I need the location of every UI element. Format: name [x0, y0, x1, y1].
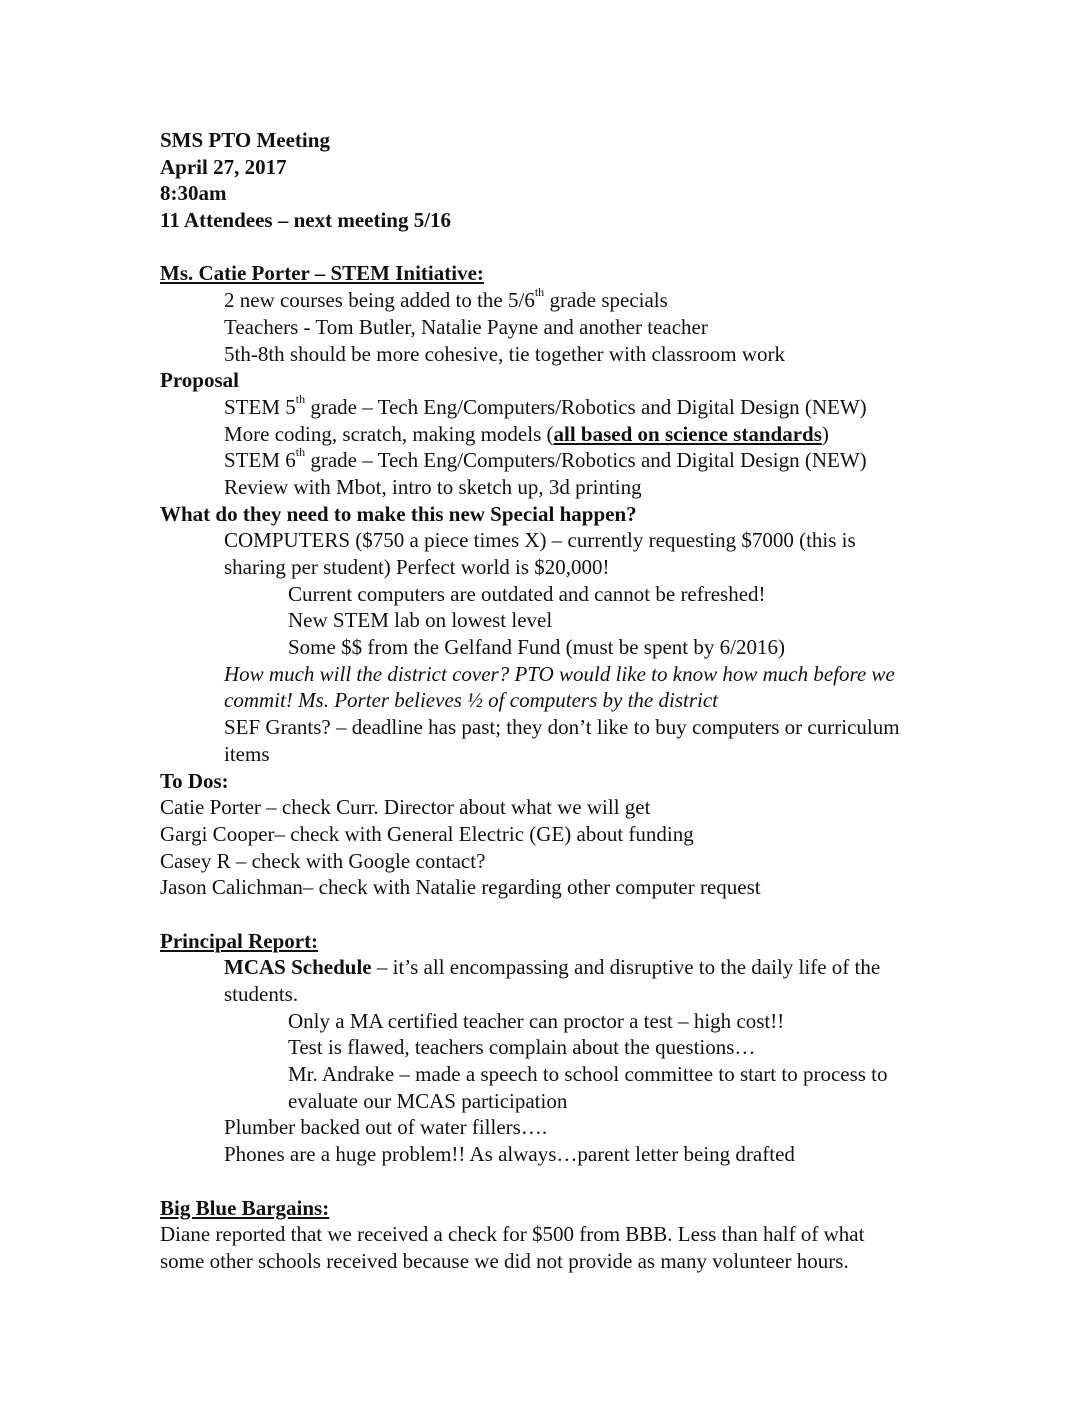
- principal-subline: Test is flawed, teachers complain about the questions…: [288, 1035, 756, 1060]
- proposal-line: [160, 447, 940, 474]
- todo-item: Gargi Cooper– check with General Electric (GE) about funding: [160, 821, 694, 846]
- text: ): [821, 421, 829, 446]
- todo-item: Catie Porter – check Curr. Director about what we will get: [160, 795, 651, 820]
- proposal-heading: Proposal: [160, 368, 239, 393]
- needs-question: How much will the district cover? PTO would like to know how much before we: [224, 661, 895, 686]
- spacer: [160, 1168, 940, 1195]
- superscript: th: [534, 285, 545, 300]
- bbb-line: Diane reported that we received a check for $500 from BBB. Less than half of what: [160, 1222, 865, 1247]
- needs-line: items: [224, 741, 270, 766]
- proposal-line: [160, 391, 940, 421]
- meeting-notes: [160, 127, 940, 1275]
- needs-line: sharing per student) Perfect world is $20,000!: [224, 555, 610, 579]
- superscript: th: [295, 391, 306, 406]
- principal-line: [160, 954, 940, 981]
- principal-line: Plumber backed out of water fillers….: [224, 1115, 548, 1140]
- meeting-attendees: 11 Attendees – next meeting 5/16: [160, 208, 452, 233]
- text: – it’s all encompassing and disruptive to the daily life of the: [371, 955, 881, 980]
- needs-line: COMPUTERS ($750 a piece times X) – currently requesting $7000 (this is: [224, 528, 856, 553]
- text: STEM 5: [224, 394, 296, 419]
- todo-item: Jason Calichman– check with Natalie regarding other computer request: [160, 875, 761, 900]
- needs-line: SEF Grants? – deadline has past; they don’t like to buy computers or curriculum: [224, 715, 900, 740]
- needs-question: commit! Ms. Porter believes ½ of computers by the district: [224, 688, 718, 713]
- bbb-heading: Big Blue Bargains:: [160, 1195, 330, 1220]
- text: 2 new courses being added to the 5/6: [224, 288, 535, 313]
- superscript: th: [295, 445, 306, 460]
- stem-line: Teachers - Tom Butler, Natalie Payne and another teacher: [224, 314, 708, 339]
- text: More coding, scratch, making models (: [224, 421, 554, 446]
- principal-subline: Only a MA certified teacher can proctor a test – high cost!!: [288, 1008, 785, 1033]
- emphasis-text: all based on science standards: [553, 421, 822, 446]
- meeting-date: April 27, 2017: [160, 154, 287, 179]
- principal-heading: Principal Report:: [160, 928, 319, 953]
- principal-subline: Mr. Andrake – made a speech to school committee to start to process to: [288, 1062, 888, 1087]
- todo-item: Casey R – check with Google contact?: [160, 848, 486, 873]
- principal-line: Phones are a huge problem!! As always…parent letter being drafted: [224, 1142, 795, 1167]
- spacer: [160, 234, 940, 261]
- principal-subline: evaluate our MCAS participation: [288, 1088, 568, 1113]
- stem-line: 5th-8th should be more cohesive, tie together with classroom work: [224, 341, 786, 366]
- needs-subline: Some $$ from the Gelfand Fund (must be spent by 6/2016): [288, 635, 785, 660]
- spacer: [160, 901, 940, 928]
- needs-subline: New STEM lab on lowest level: [288, 608, 553, 633]
- proposal-line: Review with Mbot, intro to sketch up, 3d printing: [224, 474, 642, 499]
- stem-heading: Ms. Catie Porter – STEM Initiative:: [160, 261, 484, 286]
- text: grade specials: [544, 288, 668, 313]
- bold-text: MCAS Schedule: [224, 955, 372, 980]
- todos-heading: To Dos:: [160, 768, 229, 793]
- needs-heading: What do they need to make this new Special happen?: [160, 501, 637, 526]
- principal-line: students.: [224, 982, 299, 1006]
- meeting-time: 8:30am: [160, 181, 227, 206]
- proposal-line: [160, 421, 940, 448]
- needs-subline: Current computers are outdated and cannot be refreshed!: [288, 581, 766, 606]
- text: grade – Tech Eng/Computers/Robotics and Digital Design (NEW): [305, 448, 867, 473]
- stem-line: [160, 287, 940, 314]
- text: STEM 6: [224, 448, 296, 473]
- meeting-title: SMS PTO Meeting: [160, 128, 330, 152]
- text: grade – Tech Eng/Computers/Robotics and Digital Design (NEW): [305, 394, 867, 419]
- bbb-line: some other schools received because we did not provide as many volunteer hours.: [160, 1248, 849, 1273]
